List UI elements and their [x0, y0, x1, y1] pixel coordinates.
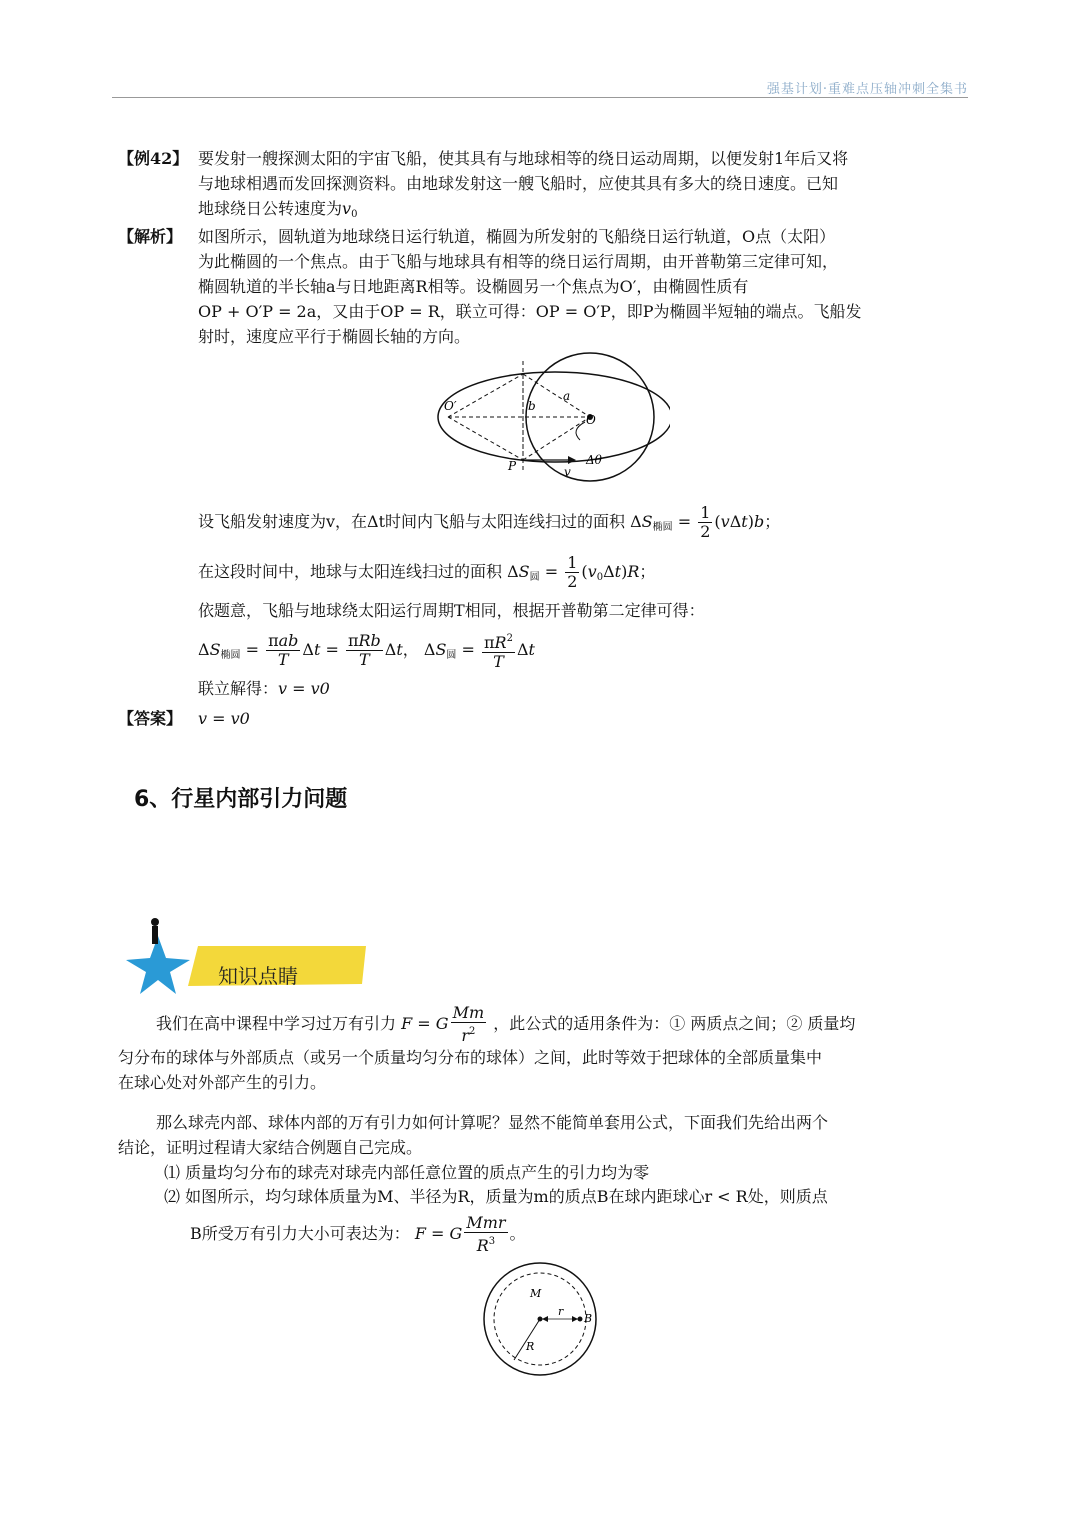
label-m: M	[530, 1287, 542, 1300]
example-line-2: 与地球相遇而发回探测资料。由地球发射这一艘飞船时，应使其具有多大的绕日速度。已知	[198, 174, 839, 193]
person-icon	[152, 926, 158, 944]
conclusion-2-formula: B所受万有引力大小可表达为： F = G $\frac{\text{Mmr}}{R^3}$ 。	[190, 1213, 526, 1255]
knowledge-paragraph-1: 我们在高中课程中学习过万有引力 F = G $\frac{Mm}{r^2}$ ，此公式的适用条件为：① 两质点之间；② 质量均 匀分布的球体与外部质点（或另一个质量均匀分布的球体）之间，此时等效于把球体的全部质量集中 在球心处对外部产生的引力。	[118, 1003, 856, 1092]
analysis-line-4: OP + O′P = 2a，又由于OP = R，联立可得：OP = O′P，即P为椭圆半短轴的端点。飞船发	[198, 302, 862, 321]
example-line-3: 地球绕日公转速度为$v_0$	[198, 199, 358, 220]
example-tag: 【例42】	[118, 149, 189, 168]
label-p: P	[508, 459, 517, 473]
label-v: v	[564, 465, 571, 479]
analysis-tag: 【解析】	[118, 227, 183, 246]
conclusion-2: ⑵ 如图所示，均匀球体质量为M、半径为R，质量为m的质点B在球内距球心r < R处，则质点	[164, 1187, 828, 1206]
label-a: a	[563, 389, 571, 403]
label-o: O	[586, 413, 596, 427]
knowledge-paragraph-2: 那么球壳内部、球体内部的万有引力如何计算呢？显然不能简单套用公式，下面我们先给出两个 结论，证明过程请大家结合例题自己完成。	[118, 1113, 829, 1157]
answer-tag: 【答案】	[118, 709, 183, 728]
analysis-line-5: 射时，速度应平行于椭圆长轴的方向。	[198, 327, 471, 346]
conclusion-1: ⑴ 质量均匀分布的球壳对球壳内部任意位置的质点产生的引力均为零	[164, 1163, 650, 1182]
header-title: 强基计划·重难点压轴冲刺全集书	[766, 82, 968, 97]
header-divider	[112, 97, 968, 98]
label-r: r	[558, 1305, 564, 1318]
analysis-line-3: 椭圆轨道的半长轴a与日地距离R相等。设椭圆另一个焦点为O′，由椭圆性质有	[198, 277, 749, 296]
analysis-line-1: 如图所示，圆轨道为地球绕日运行轨道，椭圆为所发射的飞船绕日运行轨道，O点（太阳）	[198, 227, 836, 246]
step-2: 在这段时间中，地球与太阳连线扫过的面积 $\Delta S_圆$ = $\frac{1}{2}$ $(v_0\Delta t)R$；	[198, 553, 656, 591]
example-line-1: 要发射一艘探测太阳的宇宙飞船，使其具有与地球相等的绕日运动周期，以便发射1年后又将	[198, 149, 849, 168]
step-4-equation: $\Delta S_{椭圆}$ = $\frac{\text{πab}}{T}$ Δt = $\frac{\text{πRb}}{T}$ Δt， $\Delta S_圆$ = $\frac{\pi R^2}{T}$ Δt	[198, 631, 535, 671]
step-5: 联立解得：v = v0	[198, 679, 330, 698]
label-o-prime: O′	[444, 399, 457, 413]
analysis-line-2: 为此椭圆的一个焦点。由于飞船与地球具有相等的绕日运行周期，由开普勒第三定律可知，	[198, 252, 839, 271]
section-title: 6、行星内部引力问题	[134, 787, 348, 812]
step-3: 依题意，飞船与地球绕太阳运行周期T相同，根据开普勒第二定律可得：	[198, 601, 705, 620]
knowledge-label: 知识点睛	[218, 964, 298, 988]
sphere-figure	[478, 1262, 604, 1376]
example-text	[198, 146, 962, 227]
orbit-figure	[430, 352, 670, 482]
label-b: b	[528, 399, 536, 413]
label-b2: B	[584, 1312, 593, 1325]
label-big-r: R	[526, 1340, 535, 1353]
step-1: 设飞船发射速度为v，在Δt时间内飞船与太阳连线扫过的面积 $\Delta S_{椭圆}$ = $\frac{1}{2}$ (vΔt)b；	[198, 503, 781, 541]
label-dtheta: Δθ	[586, 453, 602, 467]
star-icon	[126, 936, 190, 994]
analysis-text	[198, 224, 962, 349]
answer-value: v = v0	[198, 709, 250, 728]
